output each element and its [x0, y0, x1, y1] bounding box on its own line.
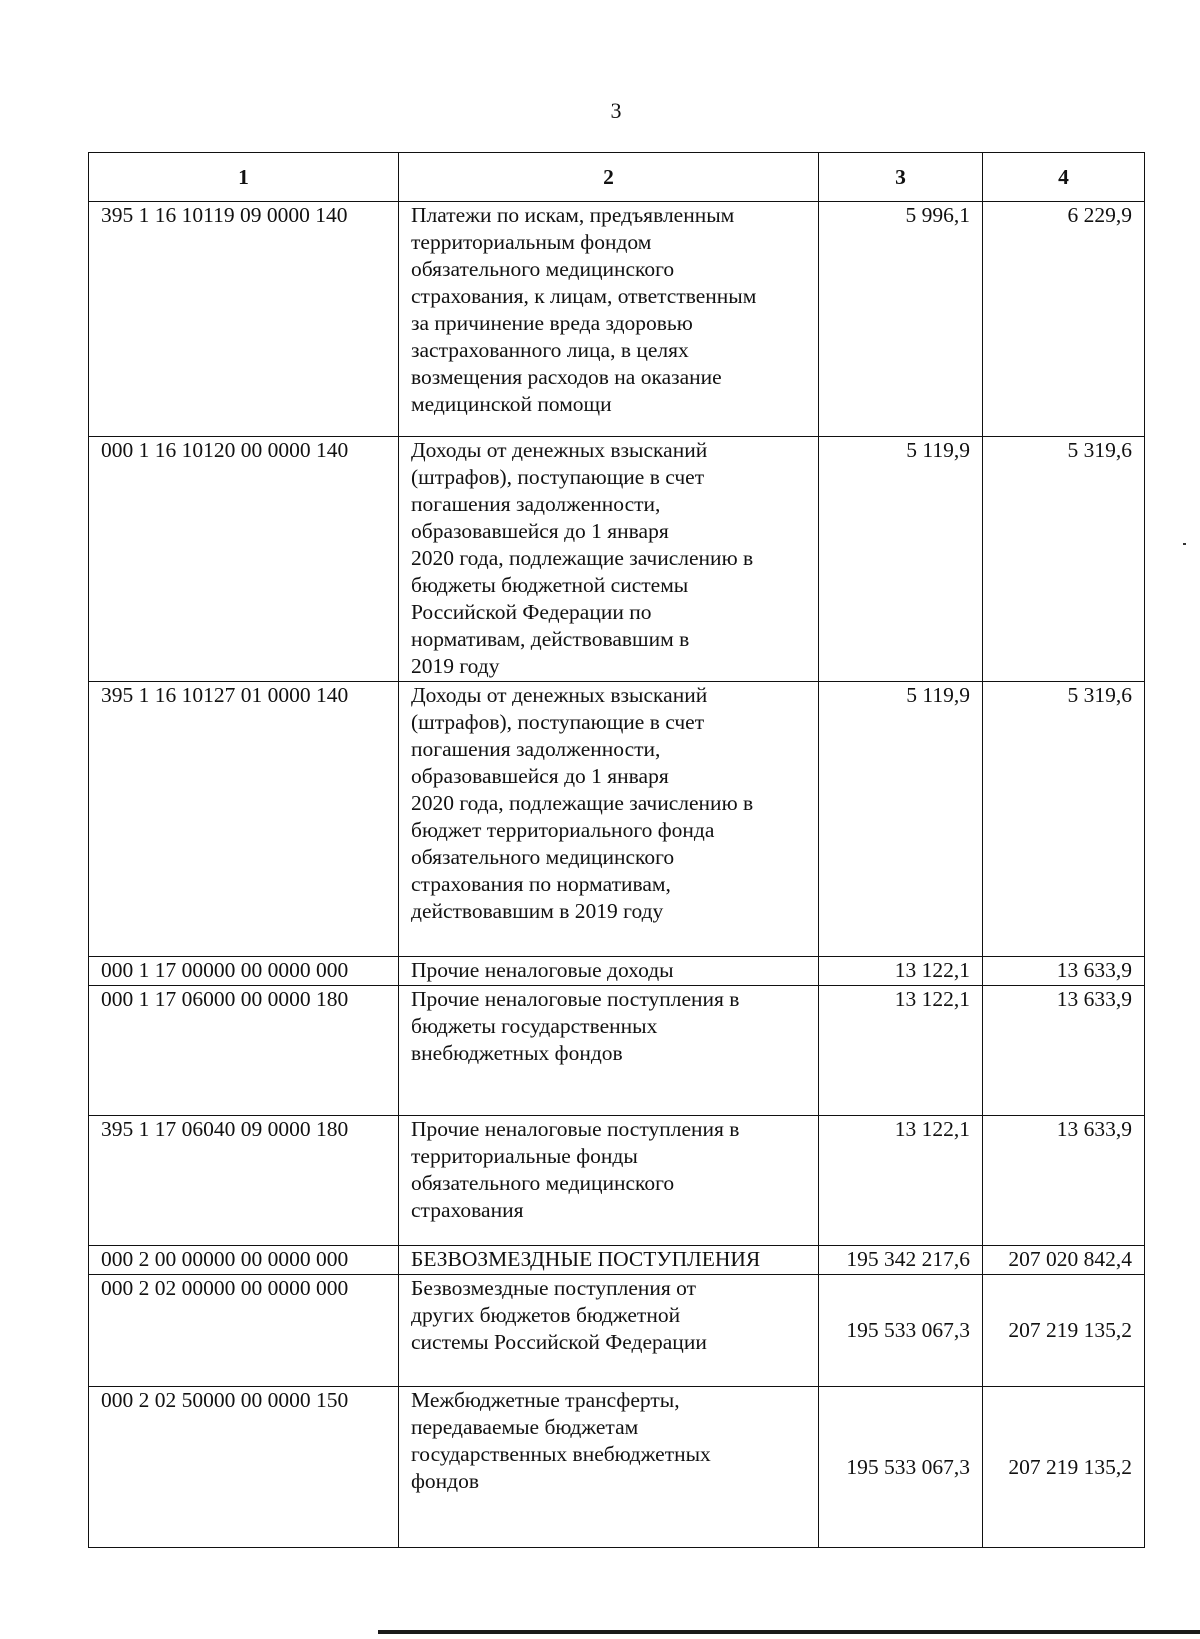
value-col-4: 207 219 135,2: [983, 1275, 1145, 1387]
value-col-4: 13 633,9: [983, 957, 1145, 986]
budget-code: 395 1 17 06040 09 0000 180: [89, 1116, 399, 1246]
column-header-1: 1: [89, 153, 399, 202]
revenue-name: БЕЗВОЗМЕЗДНЫЕ ПОСТУПЛЕНИЯ: [399, 1246, 819, 1275]
value-col-3: 13 122,1: [819, 986, 983, 1116]
table-header-row: [89, 153, 1145, 202]
value-col-3: 195 533 067,3: [819, 1387, 983, 1548]
revenue-name: Прочие неналоговые доходы: [399, 957, 819, 986]
revenue-name: Прочие неналоговые поступления в бюджеты государственных внебюджетных фондов: [399, 986, 819, 1116]
value-col-4: 207 020 842,4: [983, 1246, 1145, 1275]
table-row: [89, 957, 1145, 986]
table-row: [89, 1246, 1145, 1275]
value-col-4: 13 633,9: [983, 986, 1145, 1116]
budget-code: 000 2 00 00000 00 0000 000: [89, 1246, 399, 1275]
budget-code: 000 2 02 00000 00 0000 000: [89, 1275, 399, 1387]
budget-code: 000 1 17 06000 00 0000 180: [89, 986, 399, 1116]
table-row: [89, 1275, 1145, 1387]
column-header-4: 4: [983, 153, 1145, 202]
revenue-name: Платежи по искам, предъявленным территориальным фондом обязательного медицинского страхования, к лицам, ответственным за причинение вреда здоровью застрахованного лица, в целях возмещения расходов на оказание медицинской помощи: [399, 202, 819, 437]
budget-code: 000 2 02 50000 00 0000 150: [89, 1387, 399, 1548]
revenue-name: Доходы от денежных взысканий (штрафов), поступающие в счет погашения задолженности, образовавшейся до 1 января 2020 года, подлежащие зачислению в бюджеты бюджетной системы Российской Федерации по нормативам, действовавшим в 2019 году: [399, 437, 819, 682]
table-row: [89, 202, 1145, 437]
revenue-name: Прочие неналоговые поступления в территориальные фонды обязательного медицинского страхования: [399, 1116, 819, 1246]
budget-revenue-table: [88, 152, 1145, 1548]
value-col-3: 195 533 067,3: [819, 1275, 983, 1387]
table-row: [89, 1387, 1145, 1548]
value-col-3: 13 122,1: [819, 1116, 983, 1246]
table-row: [89, 437, 1145, 682]
value-col-4: 207 219 135,2: [983, 1387, 1145, 1548]
budget-code: 395 1 16 10127 01 0000 140: [89, 682, 399, 957]
value-col-4: 13 633,9: [983, 1116, 1145, 1246]
column-header-2: 2: [399, 153, 819, 202]
value-col-4: 5 319,6: [983, 682, 1145, 957]
value-col-3: 5 119,9: [819, 682, 983, 957]
value-col-3: 5 119,9: [819, 437, 983, 682]
column-header-3: 3: [819, 153, 983, 202]
scan-edge-line: [378, 1630, 1200, 1634]
budget-code: 000 1 17 00000 00 0000 000: [89, 957, 399, 986]
value-col-3: 195 342 217,6: [819, 1246, 983, 1275]
value-col-4: 5 319,6: [983, 437, 1145, 682]
table-row: [89, 986, 1145, 1116]
revenue-name: Межбюджетные трансферты, передаваемые бюджетам государственных внебюджетных фондов: [399, 1387, 819, 1548]
table-row: [89, 682, 1145, 957]
value-col-3: 5 996,1: [819, 202, 983, 437]
revenue-name: Безвозмездные поступления от других бюджетов бюджетной системы Российской Федерации: [399, 1275, 819, 1387]
revenue-name: Доходы от денежных взысканий (штрафов), поступающие в счет погашения задолженности, образовавшейся до 1 января 2020 года, подлежащие зачислению в бюджет территориального фонда обязательного медицинского страхования по нормативам, действовавшим в 2019 году: [399, 682, 819, 957]
budget-code: 000 1 16 10120 00 0000 140: [89, 437, 399, 682]
page-number: 3: [610, 98, 622, 123]
value-col-3: 13 122,1: [819, 957, 983, 986]
budget-code: 395 1 16 10119 09 0000 140: [89, 202, 399, 437]
value-col-4: 6 229,9: [983, 202, 1145, 437]
table-row: [89, 1116, 1145, 1246]
scan-speck: [1183, 543, 1186, 545]
